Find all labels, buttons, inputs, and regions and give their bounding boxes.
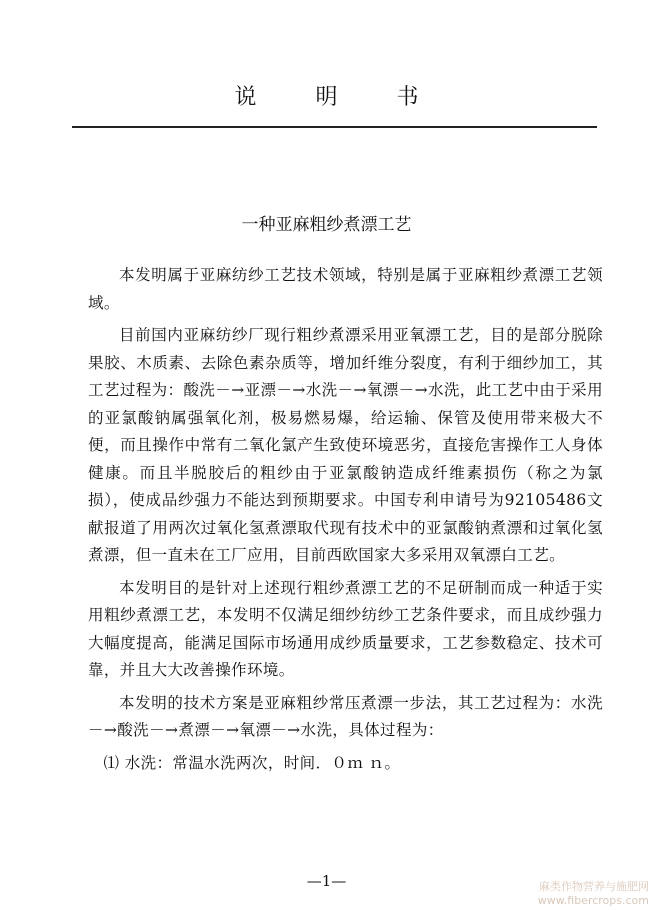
header-char-1: 说 bbox=[234, 85, 257, 110]
list-item-1: ⑴ 水洗：常温水洗两次，时间．０ｍ ｎ。 bbox=[103, 753, 401, 772]
watermark bbox=[538, 880, 649, 908]
watermark-line-1: 麻类作物营养与施肥网 bbox=[539, 880, 649, 893]
header-rule bbox=[72, 126, 597, 128]
document-title: 一种亚麻粗纱煮漂工艺 bbox=[241, 215, 412, 235]
paragraph-2: 目前国内亚麻纺纱厂现行粗纱煮漂采用亚氧漂工艺，目的是部分脱除果胶、木质素、去除色素杂质等，增加纤维分裂度，有利于细纱加工，其工艺过程为：酸洗－→亚漂－→水洗－→氧漂－→水洗，此工艺中由于采用的亚氯酸钠属强氧化剂，极易燃易爆，给运输、保管及使用带来极大不便，而且操作中常有二氧化氯产生致使环境恶劣，直接危害操作工人身体健康。而且半脱胶后的粗纱由于亚氯酸钠造成纤维素损伤（称之为氯损），使成品纱强力不能达到预期要求。中国专利申请号为92105486文献报道了用两次过氧化氢煮漂取代现有技术中的亚氯酸钠煮漂和过氧化氢煮漂，但一直未在工厂应用，目前西欧国家大多采用双氧漂白工艺。 bbox=[88, 326, 603, 564]
paragraph-3: 本发明目的是针对上述现行粗纱煮漂工艺的不足研制而成一种适于实用粗纱煮漂工艺，本发明不仅满足细纱纺纱工艺条件要求，而且成纱强力大幅度提高，能满足国际市场通用成纱质量要求，工艺参数稳定、技术可靠，并且大大改善操作环境。 bbox=[88, 578, 603, 679]
watermark-line-2: www.fibercrops.com bbox=[537, 894, 649, 907]
page-number: —1— bbox=[306, 872, 347, 890]
paragraph-4: 本发明的技术方案是亚麻粗纱常压煮漂一步法，其工艺过程为：水洗－→酸洗－→煮漂－→氧漂－→水洗，具体过程为： bbox=[88, 693, 603, 739]
header-char-3: 书 bbox=[396, 85, 419, 110]
header-char-2: 明 bbox=[315, 85, 338, 110]
document-body bbox=[88, 262, 603, 777]
header-title bbox=[0, 80, 653, 111]
paragraph-1: 本发明属于亚麻纺纱工艺技术领域，特别是属于亚麻粗纱煮漂工艺领域。 bbox=[88, 266, 603, 312]
